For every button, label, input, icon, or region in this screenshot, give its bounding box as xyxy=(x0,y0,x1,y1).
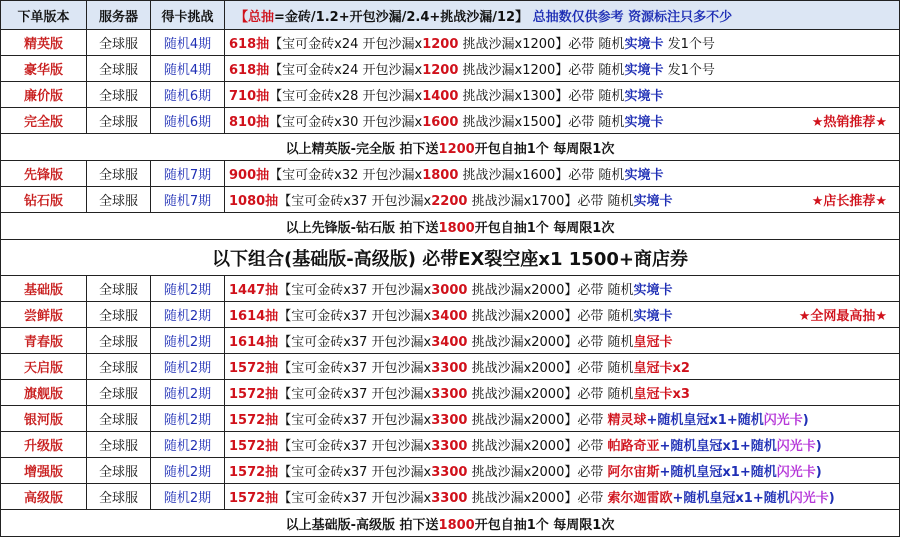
period-cell: 随机2期 xyxy=(151,276,225,302)
period-cell: 随机2期 xyxy=(151,458,225,484)
server-cell: 全球服 xyxy=(87,108,151,134)
draws-count: 1447抽 xyxy=(229,283,279,298)
description-cell: 710抽【宝可金砖x28 开包沙漏x1400 挑战沙漏x1300】必带 随机实境卡 xyxy=(225,82,900,108)
card-type: 实境卡 xyxy=(633,309,673,324)
description-cell: ★热销推荐★ 810抽【宝可金砖x30 开包沙漏x1600 挑战沙漏x1500】必带 随机实境卡 xyxy=(225,108,900,134)
description-cell: ★店长推荐★ 1080抽【宝可金砖x37 开包沙漏x2200 挑战沙漏x1700】必带 随机实境卡 xyxy=(225,187,900,213)
summary-row-1: 以上精英版-完全版 拍下送1200开包自抽1个 每周限1次 xyxy=(1,134,900,161)
table-row xyxy=(1,82,900,108)
table-row xyxy=(1,56,900,82)
pokemon-name: 精灵球 xyxy=(607,413,647,428)
server-cell: 全球服 xyxy=(87,187,151,213)
table-header xyxy=(1,1,900,30)
server-cell: 全球服 xyxy=(87,161,151,187)
table-row xyxy=(1,30,900,56)
version-cell: 银河版 xyxy=(1,406,87,432)
recommend-tag: ★店长推荐★ xyxy=(811,194,887,209)
draws-count: 1572抽 xyxy=(229,491,279,506)
server-cell: 全球服 xyxy=(87,432,151,458)
period-cell: 随机2期 xyxy=(151,484,225,510)
pokemon-name: 索尔迦雷欧 xyxy=(607,491,673,506)
draws-count: 1614抽 xyxy=(229,335,279,350)
draws-count: 1572抽 xyxy=(229,465,279,480)
table-row xyxy=(1,458,900,484)
table-row xyxy=(1,328,900,354)
description-cell: 1572抽【宝可金砖x37 开包沙漏x3300 挑战沙漏x2000】必带 精灵球+随机皇冠x1+随机闪光卡) xyxy=(225,406,900,432)
draws-count: 1572抽 xyxy=(229,413,279,428)
version-cell: 豪华版 xyxy=(1,56,87,82)
server-cell: 全球服 xyxy=(87,458,151,484)
period-cell: 随机7期 xyxy=(151,161,225,187)
period-cell: 随机4期 xyxy=(151,56,225,82)
description-cell: 1572抽【宝可金砖x37 开包沙漏x3300 挑战沙漏x2000】必带 随机皇冠卡x3 xyxy=(225,380,900,406)
draws-count: 1572抽 xyxy=(229,361,279,376)
description-cell: ★全网最高抽★ 1614抽【宝可金砖x37 开包沙漏x3400 挑战沙漏x2000】必带 随机实境卡 xyxy=(225,302,900,328)
card-type: 实境卡 xyxy=(633,283,673,298)
description-cell: 1572抽【宝可金砖x37 开包沙漏x3300 挑战沙漏x2000】必带 帕路奇亚+随机皇冠x1+随机闪光卡) xyxy=(225,432,900,458)
version-cell: 先锋版 xyxy=(1,161,87,187)
server-cell: 全球服 xyxy=(87,30,151,56)
description-cell: 1572抽【宝可金砖x37 开包沙漏x3300 挑战沙漏x2000】必带 索尔迦雷欧+随机皇冠x1+随机闪光卡) xyxy=(225,484,900,510)
server-cell: 全球服 xyxy=(87,484,151,510)
period-cell: 随机2期 xyxy=(151,328,225,354)
version-cell: 完全版 xyxy=(1,108,87,134)
period-cell: 随机6期 xyxy=(151,108,225,134)
card-type: 实境卡 xyxy=(633,194,673,209)
summary-row-3: 以上基础版-高级版 拍下送1800开包自抽1个 每周限1次 xyxy=(1,510,900,537)
server-cell: 全球服 xyxy=(87,56,151,82)
table-row xyxy=(1,302,900,328)
table-row xyxy=(1,406,900,432)
summary-row-2: 以上先锋版-钻石版 拍下送1800开包自抽1个 每周限1次 xyxy=(1,213,900,240)
draws-count: 618抽 xyxy=(229,37,270,52)
draws-count: 710抽 xyxy=(229,89,270,104)
description-cell: 1614抽【宝可金砖x37 开包沙漏x3400 挑战沙漏x2000】必带 随机皇冠卡 xyxy=(225,328,900,354)
table-row xyxy=(1,276,900,302)
header-note: 【总抽=金砖/1.2+开包沙漏/2.4+挑战沙漏/12】 总抽数仅供参考 资源标注只多不少 xyxy=(225,1,900,30)
draws-count: 900抽 xyxy=(229,168,270,183)
card-type: 实境卡 xyxy=(624,168,664,183)
description-cell: 1572抽【宝可金砖x37 开包沙漏x3300 挑战沙漏x2000】必带 阿尔宙斯+随机皇冠x1+随机闪光卡) xyxy=(225,458,900,484)
version-cell: 青春版 xyxy=(1,328,87,354)
period-cell: 随机2期 xyxy=(151,354,225,380)
pokemon-name: 帕路奇亚 xyxy=(607,439,660,454)
table-row xyxy=(1,432,900,458)
table-row xyxy=(1,187,900,213)
server-cell: 全球服 xyxy=(87,354,151,380)
version-cell: 升级版 xyxy=(1,432,87,458)
version-cell: 基础版 xyxy=(1,276,87,302)
period-cell: 随机2期 xyxy=(151,432,225,458)
card-type: 实境卡 xyxy=(624,37,664,52)
header-server: 服务器 xyxy=(87,1,151,30)
server-cell: 全球服 xyxy=(87,406,151,432)
table-row xyxy=(1,484,900,510)
draws-count: 1572抽 xyxy=(229,439,279,454)
pokemon-name: 阿尔宙斯 xyxy=(607,465,660,480)
server-cell: 全球服 xyxy=(87,302,151,328)
header-disclaimer: 总抽数仅供参考 资源标注只多不少 xyxy=(532,9,733,25)
description-cell: 618抽【宝可金砖x24 开包沙漏x1200 挑战沙漏x1200】必带 随机实境卡 发1个号 xyxy=(225,30,900,56)
draws-count: 1614抽 xyxy=(229,309,279,324)
card-type: 皇冠卡x3 xyxy=(633,387,690,402)
period-cell: 随机7期 xyxy=(151,187,225,213)
table-row xyxy=(1,354,900,380)
server-cell: 全球服 xyxy=(87,380,151,406)
version-cell: 天启版 xyxy=(1,354,87,380)
version-cell: 精英版 xyxy=(1,30,87,56)
period-cell: 随机2期 xyxy=(151,302,225,328)
recommend-tag: ★热销推荐★ xyxy=(811,115,887,130)
description-cell: 1572抽【宝可金砖x37 开包沙漏x3300 挑战沙漏x2000】必带 随机皇冠卡x2 xyxy=(225,354,900,380)
draws-count: 618抽 xyxy=(229,63,270,78)
period-cell: 随机2期 xyxy=(151,380,225,406)
header-version: 下单版本 xyxy=(1,1,87,30)
version-cell: 增强版 xyxy=(1,458,87,484)
draws-count: 1572抽 xyxy=(229,387,279,402)
recommend-tag: ★全网最高抽★ xyxy=(798,309,887,324)
description-cell: 618抽【宝可金砖x24 开包沙漏x1200 挑战沙漏x1200】必带 随机实境卡 发1个号 xyxy=(225,56,900,82)
card-type: 实境卡 xyxy=(624,89,664,104)
table-row xyxy=(1,108,900,134)
period-cell: 随机2期 xyxy=(151,406,225,432)
draws-count: 1080抽 xyxy=(229,194,279,209)
header-period: 得卡挑战 xyxy=(151,1,225,30)
server-cell: 全球服 xyxy=(87,82,151,108)
card-type: 实境卡 xyxy=(624,115,664,130)
version-cell: 旗舰版 xyxy=(1,380,87,406)
combo-banner: 以下组合(基础版-高级版) 必带EX裂空座x1 1500+商店券 xyxy=(1,240,900,276)
draws-count: 810抽 xyxy=(229,115,270,130)
description-cell: 1447抽【宝可金砖x37 开包沙漏x3000 挑战沙漏x2000】必带 随机实境卡 xyxy=(225,276,900,302)
period-cell: 随机6期 xyxy=(151,82,225,108)
description-cell: 900抽【宝可金砖x32 开包沙漏x1800 挑战沙漏x1600】必带 随机实境卡 xyxy=(225,161,900,187)
card-type: 皇冠卡x2 xyxy=(633,361,690,376)
header-total: 总抽 xyxy=(248,9,275,25)
version-cell: 高级版 xyxy=(1,484,87,510)
card-type: 实境卡 xyxy=(624,63,664,78)
period-cell: 随机4期 xyxy=(151,30,225,56)
version-cell: 尝鲜版 xyxy=(1,302,87,328)
server-cell: 全球服 xyxy=(87,276,151,302)
version-cell: 廉价版 xyxy=(1,82,87,108)
table-row xyxy=(1,161,900,187)
table-row xyxy=(1,380,900,406)
server-cell: 全球服 xyxy=(87,328,151,354)
card-type: 皇冠卡 xyxy=(633,335,673,350)
version-cell: 钻石版 xyxy=(1,187,87,213)
